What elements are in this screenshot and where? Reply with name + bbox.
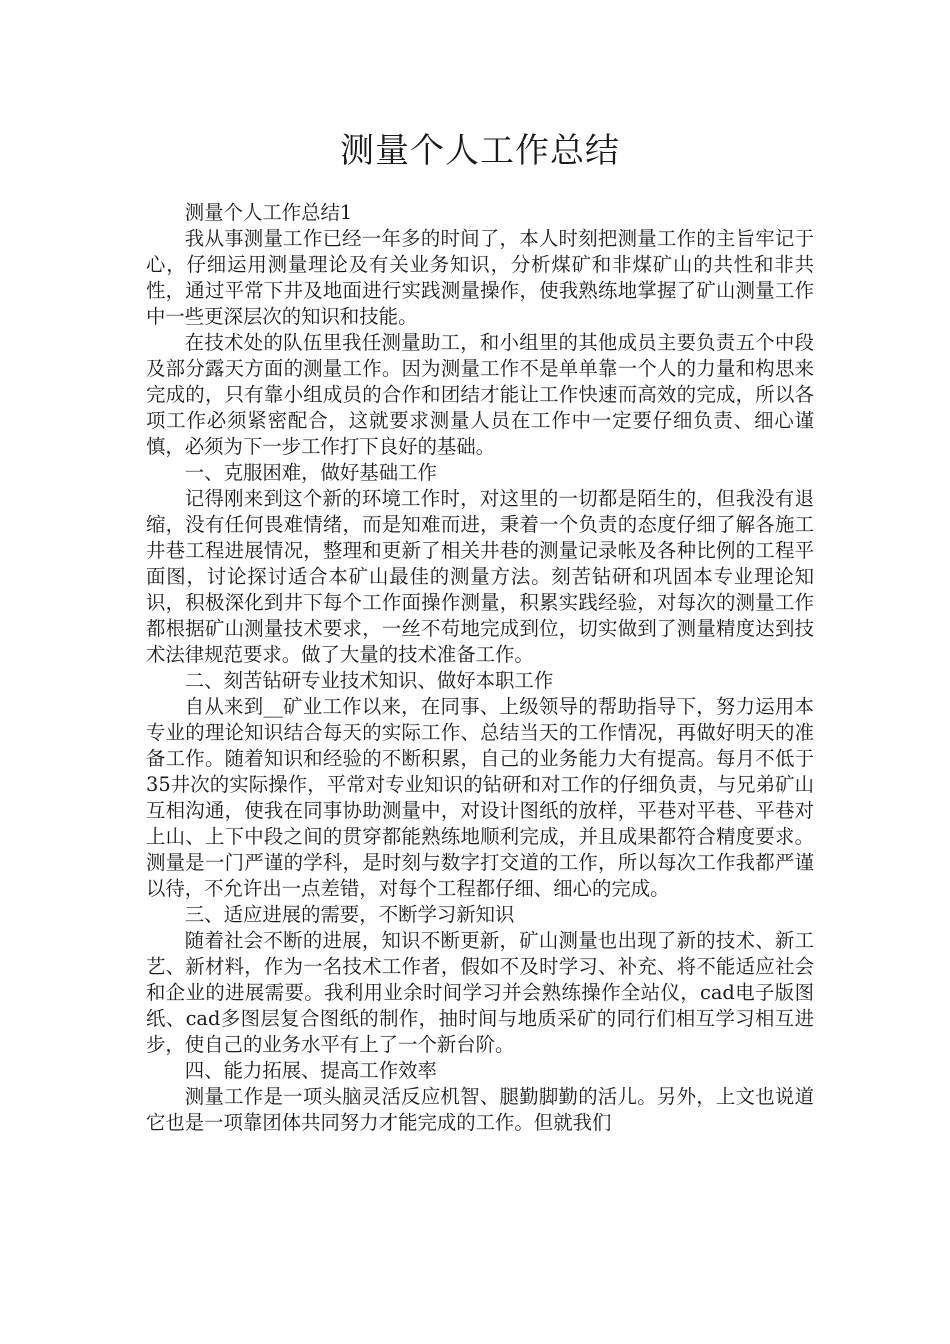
- paragraph: 测量工作是一项头脑灵活反应机智、腿勤脚勤的活儿。另外，上文也说道它也是一项靠团体共同努力才能完成的工作。但就我们: [146, 1085, 814, 1134]
- document-title: 测量个人工作总结: [340, 131, 620, 171]
- document-page: [146, 128, 814, 1136]
- section-heading: 三、适应进展的需要，不断学习新知识: [184, 903, 515, 926]
- paragraph: 我从事测量工作已经一年多的时间了，本人时刻把测量工作的主旨牢记于心，仔细运用测量理论及有关业务知识，分析煤矿和非煤矿山的共性和非共性，通过平常下井及地面进行实践测量操作，使我熟练地掌握了矿山测量工作中一些更深层次的知识和技能。: [146, 227, 814, 328]
- paragraph: 记得刚来到这个新的环境工作时，对这里的一切都是陌生的，但我没有退缩，没有任何畏难情绪，而是知难而进，秉着一个负责的态度仔细了解各施工井巷工程进展情况，整理和更新了相关井巷的测量记录帐及各种比例的工程平面图，讨论探讨适合本矿山最佳的测量方法。刻苦钻研和巩固本专业理论知识，积极深化到井下每个工作面操作测量，积累实践经验，对每次的测量工作都根据矿山测量技术要求，一丝不苟地完成到位，切实做到了测量精度达到技术法律规范要求。做了大量的技术准备工作。: [146, 487, 814, 666]
- paragraph: 在技术处的队伍里我任测量助工，和小组里的其他成员主要负责五个中段及部分露天方面的测量工作。因为测量工作不是单单靠一个人的力量和构思来完成的，只有靠小组成员的合作和团结才能让工作快速而高效的完成，所以各项工作必须紧密配合，这就要求测量人员在工作中一定要仔细负责、细心谨慎，必须为下一步工作打下良好的基础。: [146, 331, 814, 458]
- section-heading: 测量个人工作总结1: [184, 201, 353, 224]
- section-heading: 四、能力拓展、提高工作效率: [184, 1059, 437, 1082]
- section-heading: 一、克服困难，做好基础工作: [184, 461, 437, 484]
- section-heading: 二、刻苦钻研专业技术知识、做好本职工作: [184, 669, 554, 692]
- paragraph: 随着社会不断的进展，知识不断更新，矿山测量也出现了新的技术、新工艺、新材料，作为一名技术工作者，假如不及时学习、补充、将不能适应社会和企业的进展需要。我利用业余时间学习并会熟练操作全站仪，cad电子版图纸、cad多图层复合图纸的制作，抽时间与地质采矿的同行们相互学习相互进步，使自己的业务水平有上了一个新台阶。: [146, 929, 814, 1056]
- paragraph: 自从来到__矿业工作以来，在同事、上级领导的帮助指导下，努力运用本专业的理论知识结合每天的实际工作、总结当天的工作情况，再做好明天的准备工作。随着知识和经验的不断积累，自己的业务能力大有提高。每月不低于35井次的实际操作，平常对专业知识的钻研和对工作的仔细负责，与兄弟矿山互相沟通，使我在同事协助测量中，对设计图纸的放样，平巷对平巷、平巷对上山、上下中段之间的贯穿都能熟练地顺利完成，并且成果都符合精度要求。测量是一门严谨的学科，是时刻与数字打交道的工作，所以每次工作我都严谨以待，不允许出一点差错，对每个工程都仔细、细心的完成。: [146, 695, 814, 900]
- document-body: [146, 200, 814, 1136]
